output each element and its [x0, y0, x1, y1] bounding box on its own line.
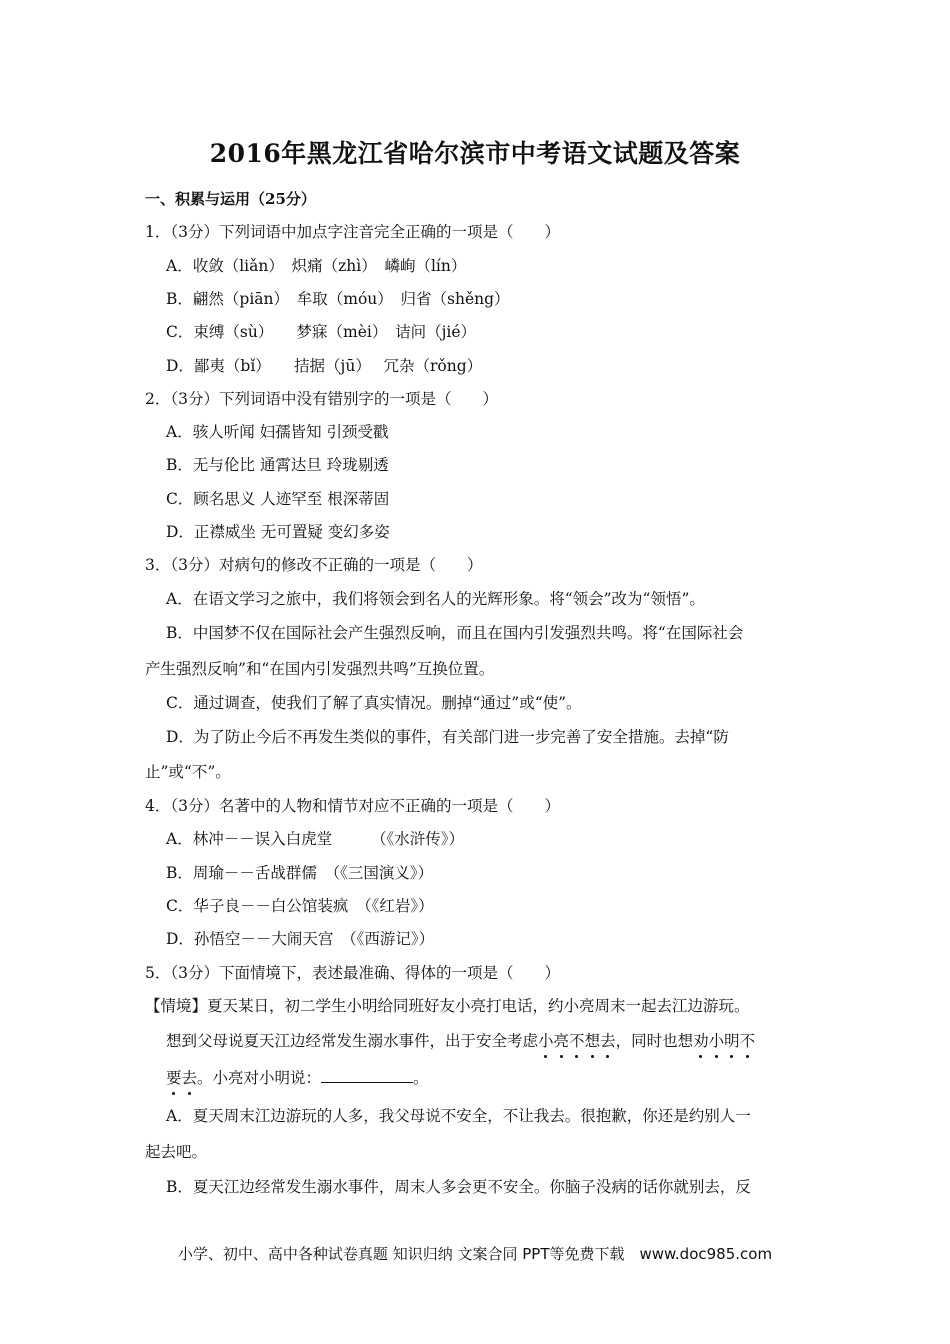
- question-3-option-c: C．通过调查，使我们了解了真实情况。删掉“通过”或“使”。: [166, 694, 582, 712]
- question-5-scene: 【情境】夏天某日，初二学生小明给同班好友小亮打电话，约小亮周末一起去江边游玩。: [145, 997, 750, 1015]
- dotted-char: 不: [569, 1032, 585, 1050]
- scene-text: 想到父母说夏天江边经常发生溺水事件，出于安全考虑: [166, 1032, 539, 1050]
- question-5-option-a-cont: 起去吧。: [145, 1143, 208, 1161]
- question-4-option-a: A．林冲－－误入白虎堂 （《水浒传》）: [166, 830, 464, 848]
- question-2-option-d: D．正襟威坐 无可置疑 变幻多姿: [166, 523, 390, 541]
- question-3-stem: 3．（3分）对病句的修改不正确的一项是（ ）: [145, 556, 483, 574]
- scene-text: 。小亮对小明说：: [197, 1069, 322, 1087]
- question-5-stem: 5．（3分）下面情境下，表述最准确、得体的一项是（ ）: [145, 964, 560, 982]
- question-1-option-d: D．鄙夷（bǐ） 拮据（jū） 冗杂（rǒng）: [166, 357, 483, 375]
- question-3-option-d: D．为了防止今后不再发生类似的事件，有关部门进一步完善了安全措施。去掉“防: [166, 728, 729, 746]
- dotted-char: 小: [538, 1032, 554, 1050]
- question-4-stem: 4．（3分）名著中的人物和情节对应不正确的一项是（ ）: [145, 797, 560, 815]
- section-heading: 一、积累与运用（25分）: [145, 190, 316, 208]
- question-2-option-c: C．顾名思义 人迹罕至 根深蒂固: [166, 490, 390, 508]
- question-5-scene-line-2: [166, 1031, 755, 1051]
- question-5-option-b: B．夏天江边经常发生溺水事件，周末人多会更不安全。你脑子没病的话你就别去，反: [166, 1178, 751, 1196]
- scene-text: 。: [413, 1069, 429, 1087]
- dotted-char: 想: [584, 1032, 601, 1050]
- dotted-emphasis-3: [166, 1069, 197, 1087]
- question-3-option-b: B．中国梦不仅在国际社会产生强烈反响，而且在国内引发强烈共鸣。将“在国际社会: [166, 624, 744, 642]
- question-1-stem: 1．（3分）下列词语中加点字注音完全正确的一项是（ ）: [145, 223, 560, 241]
- dotted-char: 亮: [553, 1032, 570, 1050]
- question-3-option-a: A．在语文学习之旅中，我们将领会到名人的光辉形象。将“领会”改为“领悟”。: [166, 590, 705, 608]
- question-5-scene-line-3: [166, 1068, 429, 1088]
- dotted-char: 去: [600, 1032, 616, 1050]
- dotted-char: 不: [739, 1032, 756, 1050]
- question-3-option-b-cont: 产生强烈反响”和“在国内引发强烈共鸣”互换位置。: [145, 660, 495, 678]
- question-2-stem: 2．（3分）下列词语中没有错别字的一项是（ ）: [145, 390, 498, 408]
- dotted-char: 明: [724, 1032, 740, 1050]
- question-1-option-b: B．翩然（piān） 牟取（móu） 归省（shěng）: [166, 290, 510, 308]
- dotted-emphasis-2: [693, 1032, 755, 1050]
- footer-promo: 小学、初中、高中各种试卷真题 知识归纳 文案合同 PPT等免费下载 www.doc985.com: [177, 1245, 773, 1263]
- dotted-char: 劝: [693, 1032, 709, 1050]
- dotted-char: 小: [708, 1032, 725, 1050]
- question-4-option-b: B．周瑜－－舌战群儒 （《三国演义》）: [166, 864, 434, 882]
- dotted-char: 去: [181, 1069, 198, 1087]
- answer-blank[interactable]: [321, 1068, 413, 1083]
- dotted-emphasis-1: [538, 1032, 616, 1050]
- question-4-option-d: D．孙悟空－－大闹天宫 （《西游记》）: [166, 930, 435, 948]
- question-5-option-a: A．夏天周末江边游玩的人多，我父母说不安全，不让我去。很抱歉，你还是约别人一: [166, 1107, 751, 1125]
- scene-text: ，同时也想: [615, 1032, 694, 1050]
- question-4-option-c: C．华子良－－白公馆装疯 （《红岩》）: [166, 897, 434, 915]
- question-1-option-a: A．收敛（liǎn） 炽痛（zhì） 嶙峋（lín）: [166, 257, 467, 275]
- question-2-option-a: A．骇人听闻 妇孺皆知 引颈受戳: [166, 423, 389, 441]
- page-title: 2016年黑龙江省哈尔滨市中考语文试题及答案: [209, 139, 741, 168]
- question-2-option-b: B．无与伦比 通霄达旦 玲珑剔透: [166, 456, 389, 474]
- dotted-char: 要: [166, 1069, 182, 1087]
- question-1-option-c: C．束缚（sù） 梦寐（mèi） 诘问（jié）: [166, 323, 477, 341]
- question-3-option-d-cont: 止”或“不”。: [145, 763, 231, 781]
